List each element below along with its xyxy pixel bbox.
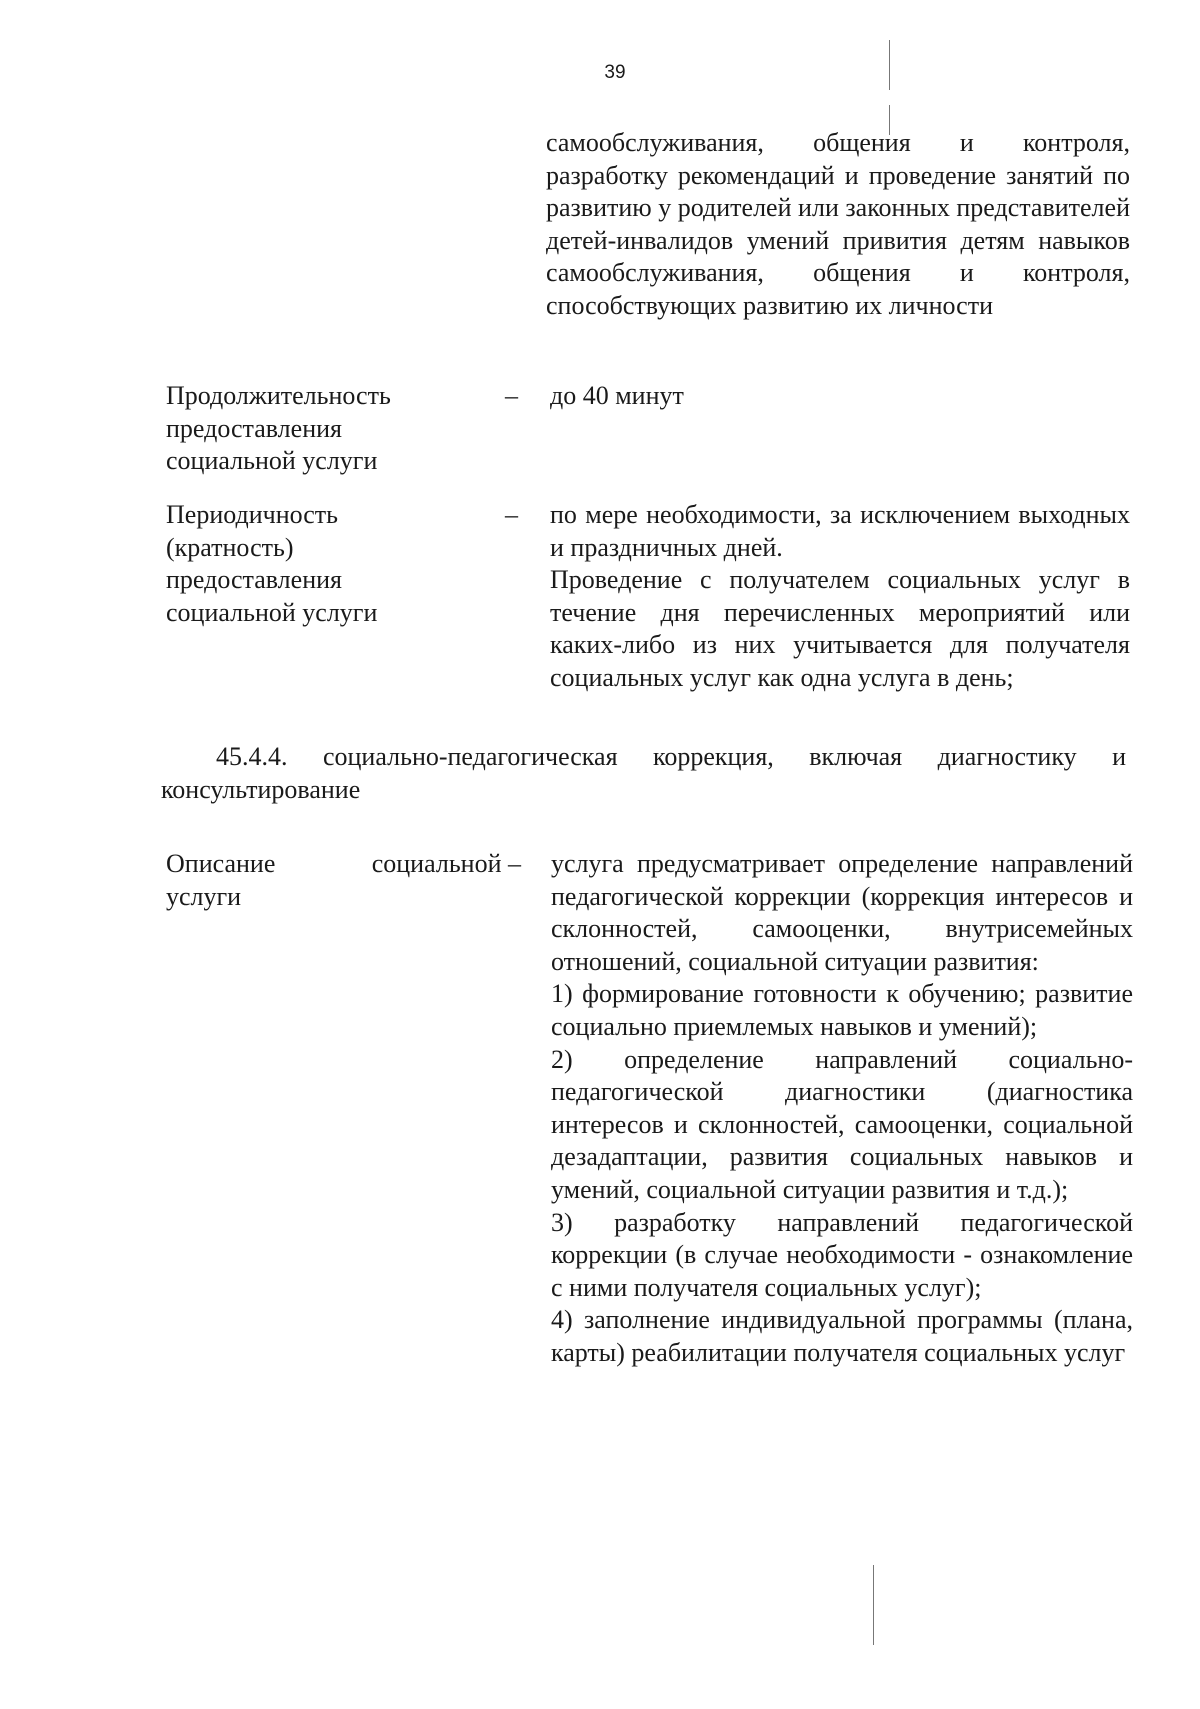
description-label bbox=[166, 848, 521, 913]
description-label-line: услуги bbox=[166, 881, 242, 911]
description-label-word: социальной – bbox=[371, 849, 521, 878]
description-label-word: Описание bbox=[166, 849, 276, 878]
description-paragraph: 3) разработку направлений педагогической коррекции (в случае необходимости - ознакомление с ними получателя социальных услуг); bbox=[551, 1207, 1133, 1302]
periodicity-dash: – bbox=[505, 500, 518, 529]
duration-value-text: до 40 минут bbox=[550, 381, 684, 410]
duration-label: Продолжительность предоставления социальной услуги bbox=[166, 381, 391, 475]
scan-artifact-line bbox=[873, 1565, 874, 1645]
description-paragraph: услуга предусматривает определение направлений педагогической коррекции (коррекция интересов и склонностей, самооценки, внутрисемейных отношений, социальной ситуации развития: bbox=[551, 849, 1133, 976]
continuation-text: самообслуживания, общения и контроля, разработку рекомендаций и проведение занятий по развитию у родителей или законных представителей детей-инвалидов умений привития детям навыков самообслуживания, общения и контроля, способствующих развитию их личности bbox=[546, 128, 1130, 320]
duration-dash: – bbox=[505, 381, 518, 410]
section-heading: 45.4.4. социально-педагогическая коррекция, включая диагностику и консультирование bbox=[161, 742, 1126, 804]
description-paragraph: 2) определение направлений социально-педагогической диагностики (диагностика интересов и склонностей, самооценки, социальной дезадаптации, развития социальных навыков и умений, социальной ситуации развития и т.д.); bbox=[551, 1044, 1133, 1204]
periodicity-value-paragraph: Проведение с получателем социальных услуг в течение дня перечисленных мероприятий или каких-либо из них учитывается для получателя социальных услуг как одна услуга в день; bbox=[550, 565, 1130, 692]
periodicity-label: Периодичность (кратность) предоставления социальной услуги bbox=[166, 500, 378, 627]
scan-artifact-line bbox=[889, 40, 890, 90]
description-text bbox=[551, 848, 1133, 1370]
description-paragraph: 1) формирование готовности к обучению; развитие социально приемлемых навыков и умений); bbox=[551, 979, 1133, 1041]
periodicity-value-paragraph: по мере необходимости, за исключением выходных и праздничных дней. bbox=[550, 500, 1130, 562]
duration-value bbox=[550, 380, 1130, 413]
description-paragraph: 4) заполнение индивидуальной программы (плана, карты) реабилитации получателя социальных услуг bbox=[551, 1305, 1133, 1367]
periodicity-value bbox=[550, 499, 1130, 694]
page-number: 39 bbox=[604, 62, 626, 83]
